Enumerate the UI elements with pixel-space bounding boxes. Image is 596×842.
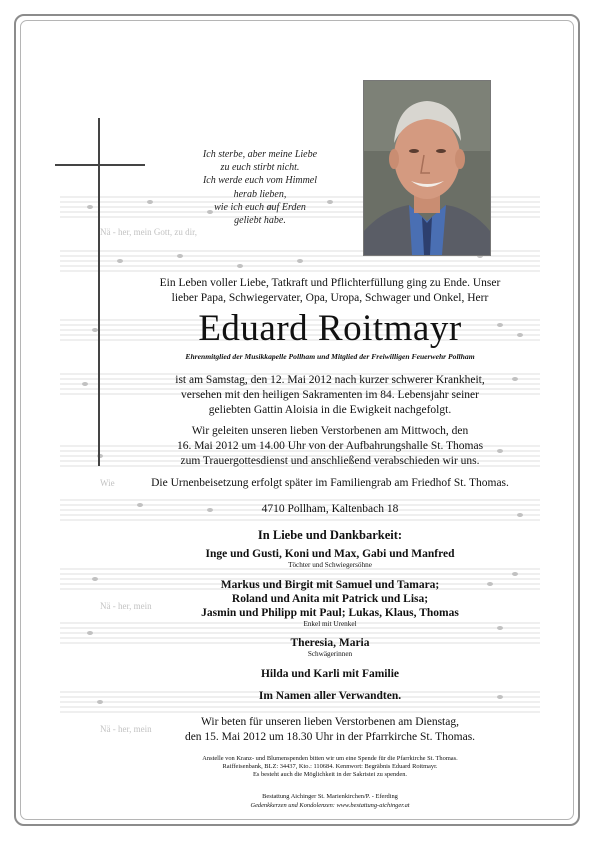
intro-text xyxy=(100,276,560,306)
death-notice-line: ist am Samstag, den 12. Mai 2012 nach kurzer schwerer Krankheit, xyxy=(175,374,485,386)
intro-line: Ein Leben voller Liebe, Tatkraft und Pflichterfüllung ging zu Ende. Unser xyxy=(159,277,501,289)
undertaker: Bestattung Aichinger St. Marienkirchen/P. - Eferding xyxy=(262,793,398,800)
death-notice-line: versehen mit den heiligen Sakramenten im 84. Lebensjahr seiner xyxy=(181,389,479,401)
donation-line: Raiffeisenbank, BLZ: 34437, Kto.: 110684. Kennwort: Begräbnis Eduard Roitmayr. xyxy=(222,763,438,771)
deceased-name: Eduard Roitmayr xyxy=(198,308,462,349)
music-lyric: Nä - her, mein xyxy=(100,601,152,611)
death-notice xyxy=(100,373,560,418)
sisters-in-law-label: Schwägerinnen xyxy=(307,650,353,658)
love-heading: In Liebe und Dankbarkeit: xyxy=(257,528,403,542)
cross-horizontal xyxy=(55,164,145,166)
funeral-line: Wir geleiten unseren lieben Verstorbenen am Mittwoch, den xyxy=(191,425,469,437)
donation-line: Anstelle von Kranz- und Blumenspenden bitten wir um eine Spende für die Pfarrkirche St. Thomas. xyxy=(202,755,458,762)
death-notice-line: geliebten Gattin Aloisia in die Ewigkeit nachgefolgt. xyxy=(208,404,452,416)
poem-line: wie ich euch auf Erden xyxy=(214,201,306,213)
donation-info xyxy=(100,755,560,780)
music-lyric: Wie xyxy=(100,478,115,488)
family-line: Hilda und Karli mit Familie xyxy=(260,668,399,680)
poem-line: zu euch stirbt nicht. xyxy=(220,162,300,174)
grandchildren-line: Roland und Anita mit Patrick und Lisa; xyxy=(231,593,429,605)
urn-burial: Die Urnenbeisetzung erfolgt später im Familiengrab am Friedhof St. Thomas. xyxy=(151,477,509,489)
intro-line: lieber Papa, Schwiegervater, Opa, Uropa, Schwager und Onkel, Herr xyxy=(171,292,489,304)
music-lyric: Nä - her, mein Gott, zu dir, xyxy=(100,227,198,237)
poem-line: Ich sterbe, aber meine Liebe xyxy=(202,149,318,160)
relatives-line: Im Namen aller Verwandten. xyxy=(258,690,402,702)
funeral-line: 16. Mai 2012 um 14.00 Uhr von der Aufbahrungshalle St. Thomas xyxy=(176,440,484,452)
children-names: Inge und Gusti, Koni und Max, Gabi und Manfred xyxy=(205,548,455,560)
funeral-info xyxy=(100,424,560,469)
honors-line: Ehrenmitglied der Musikkapelle Pollham und Mitglied der Freiwilligen Feuerwehr Pollham xyxy=(185,352,475,361)
music-lyric: Nä - her, mein xyxy=(100,724,152,734)
poem-line: geliebt habe. xyxy=(234,215,286,227)
sisters-in-law-names: Theresia, Maria xyxy=(290,637,370,649)
condolences-link[interactable]: Gedenkkerzen und Kondolenzen: www.bestattung-aichinger.at xyxy=(250,802,410,809)
children-label: Töchter und Schwiegersöhne xyxy=(288,561,372,569)
donation-line: Es besteht auch die Möglichkeit in der Sakristei zu spenden. xyxy=(252,771,408,779)
grandchildren-line: Jasmin und Philipp mit Paul; Lukas, Klaus, Thomas xyxy=(201,607,459,619)
prayer-info xyxy=(100,715,560,745)
poem-line: herab lieben, xyxy=(233,188,287,200)
prayer-line: den 15. Mai 2012 um 18.30 Uhr in der Pfarrkirche St. Thomas. xyxy=(184,731,476,743)
poem-line: Ich werde euch vom Himmel xyxy=(202,175,318,187)
funeral-line: zum Trauergottesdienst und anschließend verabschieden wir uns. xyxy=(180,455,480,467)
grandchildren-names xyxy=(100,578,560,620)
grandchildren-line: Markus und Birgit mit Samuel und Tamara; xyxy=(220,579,440,591)
grandchildren-label: Enkel mit Urenkel xyxy=(303,620,357,628)
poem xyxy=(185,148,335,227)
prayer-line: Wir beten für unseren lieben Verstorbenen am Dienstag, xyxy=(201,716,459,728)
address: 4710 Pollham, Kaltenbach 18 xyxy=(261,503,399,515)
portrait-photo xyxy=(363,80,491,256)
